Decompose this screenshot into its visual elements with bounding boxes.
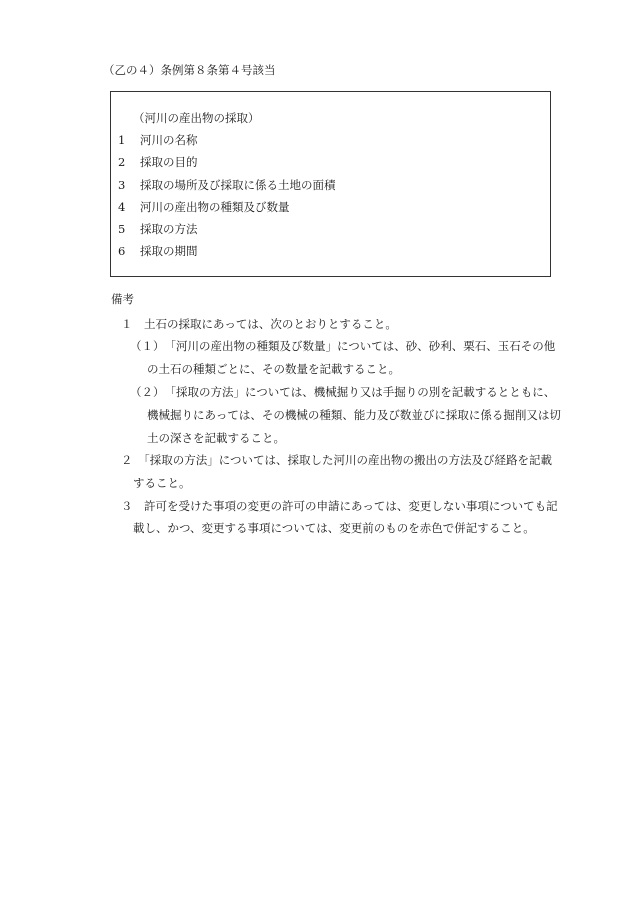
form-item — [118, 243, 336, 265]
form-heading: （乙の４）条例第８条第４号該当 — [103, 63, 276, 77]
form-item-number: 2 — [118, 155, 126, 170]
remarks-line: （１） 「河川の産出物の種類及び数量」については、砂、砂利、栗石、玉石その他 — [130, 339, 556, 353]
form-item — [118, 132, 336, 154]
form-item-label: 採取の場所及び採取に係る土地の面積 — [140, 177, 336, 192]
remarks-line: ２ 「採取の方法」については、採取した河川の産出物の搬出の方法及び経路を記載 — [121, 453, 553, 467]
form-item-label: 採取の方法 — [140, 222, 198, 237]
form-box — [110, 91, 551, 277]
remarks-line: 載し、かつ、変更する事項については、変更前のものを赤色で併記すること。 — [133, 521, 535, 535]
remarks-title: 備考 — [111, 292, 134, 306]
form-item-label: 採取の期間 — [140, 244, 198, 259]
form-item-number: 1 — [118, 133, 126, 147]
form-item-label: 採取の目的 — [140, 155, 198, 170]
remarks-line: すること。 — [133, 476, 191, 490]
remarks-line: 機械掘りにあっては、その機械の種類、能力及び数並びに採取に係る掘削又は切 — [147, 408, 561, 422]
form-item-label: 河川の産出物の種類及び数量 — [140, 199, 290, 214]
form-item — [118, 154, 336, 176]
form-item-list — [118, 132, 336, 266]
remarks-line: １ 土石の採取にあっては、次のとおりとすること。 — [121, 317, 397, 331]
remarks-line: の土石の種類ごとに、その数量を記載すること。 — [147, 362, 400, 376]
remarks-line: 土の深さを記載すること。 — [147, 431, 285, 445]
form-item — [118, 199, 336, 221]
form-item — [118, 221, 336, 243]
form-item-number: 6 — [118, 244, 126, 259]
form-item-label: 河川の名称 — [140, 133, 198, 147]
form-item-number: 4 — [118, 199, 126, 214]
form-item-number: 3 — [118, 177, 126, 192]
form-caption: （河川の産出物の採取） — [133, 111, 260, 125]
form-item-number: 5 — [118, 222, 126, 237]
remarks-line: ３ 許可を受けた事項の変更の許可の申請にあっては、変更しない事項についても記 — [121, 499, 558, 513]
remarks-line: （２） 「採取の方法」については、機械掘り又は手掘りの別を記載するとともに、 — [130, 385, 556, 399]
form-item — [118, 177, 336, 199]
